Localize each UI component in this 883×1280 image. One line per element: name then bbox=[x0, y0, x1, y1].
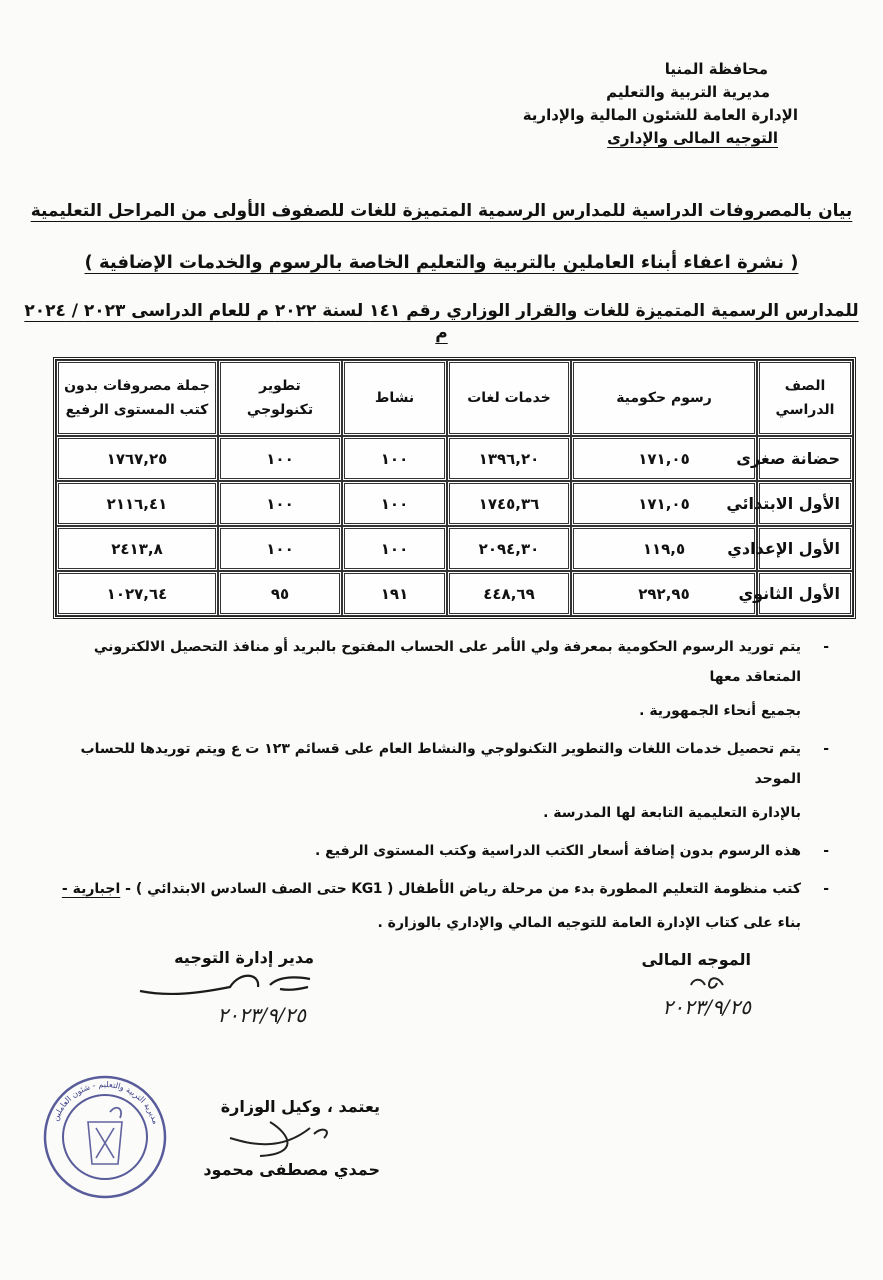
note-emphasis-mandatory: اجبارية - bbox=[61, 881, 121, 897]
signature-financial-inspector bbox=[642, 950, 751, 1019]
cell-language-services: ١٣٩٦,٢٠ bbox=[447, 436, 571, 481]
cell-tech-development: ١٠٠ bbox=[218, 526, 342, 571]
note-item bbox=[40, 836, 829, 866]
signature-date: ٢٠٢٣/٩/٢٥ bbox=[217, 1003, 306, 1027]
cell-gov-fees: ١١٩,٥ bbox=[571, 526, 757, 571]
header-department: التوجيه المالى والإدارى bbox=[607, 129, 778, 147]
svg-text:مديرية التربية والتعليم - شئون: مديرية التربية والتعليم - شئون العاملين bbox=[50, 1079, 161, 1126]
note-item bbox=[40, 632, 829, 726]
cell-activity: ١٠٠ bbox=[342, 526, 447, 571]
table-row bbox=[56, 526, 853, 571]
cell-language-services: ١٧٤٥,٣٦ bbox=[447, 481, 571, 526]
handwritten-signature-icon bbox=[687, 971, 727, 993]
table-row bbox=[56, 571, 853, 616]
cell-grade: الأول الابتدائي bbox=[757, 481, 853, 526]
signature-director bbox=[120, 948, 320, 1027]
note-text: بناء على كتاب الإدارة العامة للتوجيه المالي والإداري بالوزارة . bbox=[377, 915, 801, 931]
table-row bbox=[56, 481, 853, 526]
approval-title: يعتمد ، وكيل الوزارة bbox=[220, 1097, 380, 1116]
approval-name: حمدي مصطفى محمود bbox=[203, 1160, 380, 1179]
table-header-row bbox=[56, 360, 853, 436]
cell-grade: حضانة صغرى bbox=[757, 436, 853, 481]
col-header-total: جملة مصروفات بدون كتب المستوى الرفيع bbox=[56, 360, 218, 436]
note-text: بجميع أنحاء الجمهورية . bbox=[639, 703, 801, 719]
document-title: بيان بالمصروفات الدراسية للمدارس الرسمية المتميزة للغات للصفوف الأولى من المراحل التعليمية bbox=[30, 201, 853, 221]
cell-total: ١٠٢٧,٦٤ bbox=[56, 571, 218, 616]
col-header-language-services: خدمات لغات bbox=[447, 360, 571, 436]
signature-title: الموجه المالى bbox=[641, 950, 751, 969]
notes-list bbox=[40, 632, 829, 938]
stamp-eagle-icon bbox=[40, 1072, 170, 1202]
handwritten-signature-icon bbox=[130, 967, 320, 1003]
bullet-dash: - bbox=[823, 639, 829, 655]
header-general-admin: الإدارة العامة للشئون المالية والإدارية bbox=[522, 106, 798, 124]
header-governorate: محافظة المنيا bbox=[664, 60, 768, 78]
cell-grade: الأول الثانوي bbox=[757, 571, 853, 616]
approval-block bbox=[180, 1097, 380, 1179]
cell-grade: الأول الإعدادي bbox=[757, 526, 853, 571]
document-subtitle: ( نشرة اعفاء أبناء العاملين بالتربية والتعليم الخاصة بالرسوم والخدمات الإضافية ) bbox=[84, 252, 799, 273]
header-directorate: مديرية التربية والتعليم bbox=[606, 83, 770, 101]
col-header-gov-fees: رسوم حكومية bbox=[571, 360, 757, 436]
cell-activity: ١٩١ bbox=[342, 571, 447, 616]
cell-total: ٢١١٦,٤١ bbox=[56, 481, 218, 526]
note-item bbox=[40, 734, 829, 828]
cell-tech-development: ١٠٠ bbox=[218, 481, 342, 526]
bullet-dash: - bbox=[823, 843, 829, 859]
cell-activity: ١٠٠ bbox=[342, 481, 447, 526]
note-text: يتم تحصيل خدمات اللغات والتطوير التكنولوجي والنشاط العام على قسائم ١٢٣ ت ع ويتم توريدها للحساب الموحد bbox=[80, 741, 801, 787]
note-item bbox=[40, 874, 829, 938]
document-decree-line: للمدارس الرسمية المتميزة للغات والقرار الوزاري رقم ١٤١ لسنة ٢٠٢٢ م للعام الدراسى ٢٠٢٣ / ٢٠٢٤ م bbox=[24, 301, 859, 343]
note-text: يتم توريد الرسوم الحكومية بمعرفة ولي الأمر على الحساب المفتوح بالبريد أو منافذ التحصيل الالكتروني المتعاقد معها bbox=[93, 639, 801, 685]
cell-gov-fees: ٢٩٢,٩٥ bbox=[571, 571, 757, 616]
official-stamp bbox=[40, 1072, 170, 1202]
signature-date: ٢٠٢٣/٩/٢٥ bbox=[662, 995, 751, 1019]
col-header-grade: الصف الدراسي bbox=[757, 360, 853, 436]
cell-tech-development: ٩٥ bbox=[218, 571, 342, 616]
bullet-dash: - bbox=[823, 741, 829, 757]
note-text: هذه الرسوم بدون إضافة أسعار الكتب الدراسية وكتب المستوى الرفيع . bbox=[314, 843, 801, 859]
col-header-activity: نشاط bbox=[342, 360, 447, 436]
cell-total: ١٧٦٧,٢٥ bbox=[56, 436, 218, 481]
fees-table bbox=[53, 357, 856, 619]
bullet-dash: - bbox=[823, 881, 829, 897]
cell-activity: ١٠٠ bbox=[342, 436, 447, 481]
col-header-tech-development: تطوير تكنولوجي bbox=[218, 360, 342, 436]
handwritten-signature-icon bbox=[210, 1118, 350, 1158]
header-block bbox=[522, 58, 798, 150]
cell-language-services: ٤٤٨,٦٩ bbox=[447, 571, 571, 616]
signature-title: مدير إدارة التوجيه bbox=[174, 948, 314, 967]
cell-gov-fees: ١٧١,٠٥ bbox=[571, 436, 757, 481]
cell-total: ٢٤١٣,٨ bbox=[56, 526, 218, 571]
cell-language-services: ٢٠٩٤,٣٠ bbox=[447, 526, 571, 571]
table-row bbox=[56, 436, 853, 481]
note-text: كتب منظومة التعليم المطورة بدء من مرحلة رياض الأطفال ( KG1 حتى الصف السادس الابتدائي ) - bbox=[125, 881, 801, 897]
cell-gov-fees: ١٧١,٠٥ bbox=[571, 481, 757, 526]
cell-tech-development: ١٠٠ bbox=[218, 436, 342, 481]
note-text: بالإدارة التعليمية التابعة لها المدرسة . bbox=[543, 805, 801, 821]
